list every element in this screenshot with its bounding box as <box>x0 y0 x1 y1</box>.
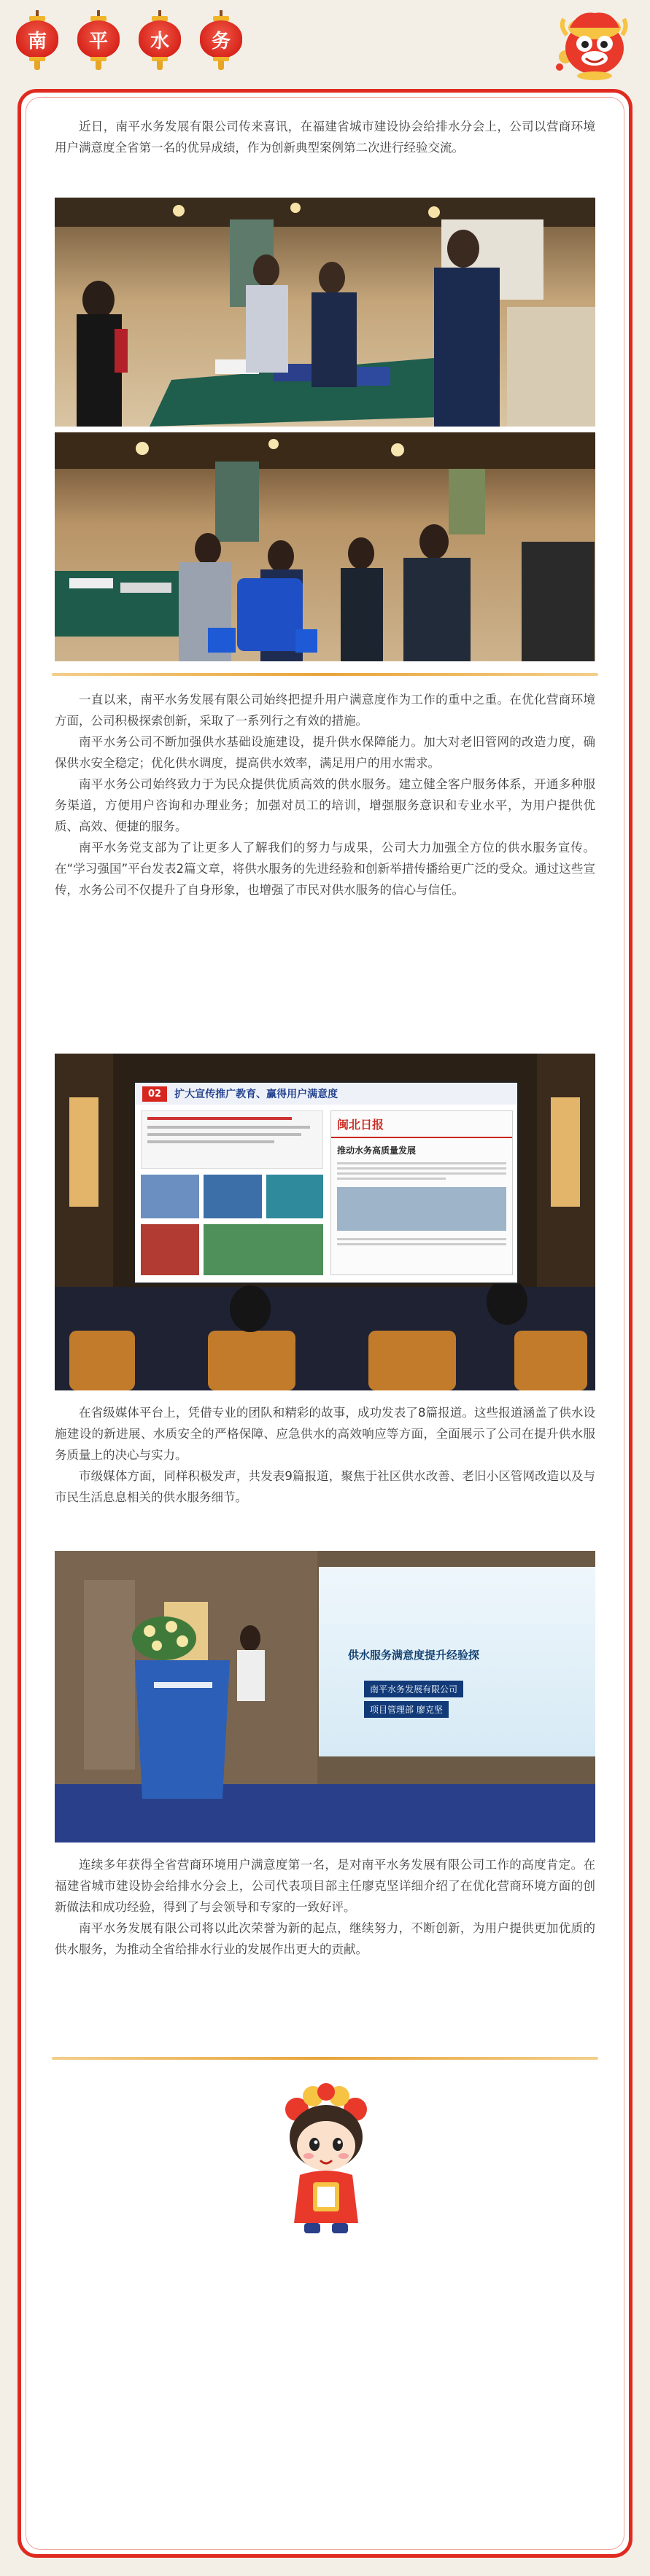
gold-divider <box>52 673 598 676</box>
header <box>0 0 650 87</box>
photo-podium-speech <box>55 1551 595 1842</box>
paragraph-provincial-media: 在省级媒体平台上，凭借专业的团队和精彩的故事，成功发表了8篇报道。这些报道涵盖了供水设施建设的新进展、水质安全的严格保障、应急供水的高效响应等方面，全面展示了公司在提升供水服务质量上的决心与实力。 <box>55 1406 595 1462</box>
photo-exhibition-booth <box>55 198 595 427</box>
paragraph-intro: 近日，南平水务发展有限公司传来喜讯，在福建省城市建设协会给排水分会上，公司以营商环境用户满意度全省第一名的优异成绩，作为创新典型案例第二次进行经验交流。 <box>55 120 595 155</box>
screen-company: 南平水务发展有限公司 <box>364 1681 463 1697</box>
paragraph-publicity: 南平水务党支部为了让更多人了解我们的努力与成果，公司大力加强全方位的供水服务宣传。在“学习强国”平台发表2篇文章，将供水服务的先进经验和创新举措传播给更广泛的受众。通过这些宣传，水务公司不仅提升了自身形象，也增强了市民对供水服务的信心与信任。 <box>55 841 595 897</box>
slide-photo-1 <box>141 1175 199 1218</box>
slide-photo-5 <box>204 1224 323 1275</box>
service-block <box>21 689 629 900</box>
slide-number: 02 <box>142 1086 167 1102</box>
slide-photo-3 <box>266 1175 323 1218</box>
lantern-1 <box>16 16 58 70</box>
newspaper-masthead: 闽北日报 <box>331 1111 512 1138</box>
gold-divider-bottom <box>52 2057 598 2060</box>
newspaper-headline: 推动水务高质量发展 <box>337 1145 417 1156</box>
paragraph-outlook: 南平水务发展有限公司将以此次荣誉为新的起点，继续努力，不断创新，为用户提供更加优质的供水服务，为推动全省给排水行业的发展作出更大的贡献。 <box>55 1921 595 1956</box>
slide-text-panel <box>141 1110 323 1169</box>
slide-newspaper <box>330 1110 513 1275</box>
projector-screen <box>319 1567 595 1756</box>
presentation-slide <box>134 1081 519 1284</box>
lantern-char: 务 <box>200 20 242 58</box>
conclusion-block <box>21 1854 629 1960</box>
screen-title: 供水服务满意度提升经验探 <box>348 1649 480 1662</box>
paragraph-infrastructure: 南平水务公司不断加强供水基础设施建设，提升供水保障能力。加大对老旧管网的改造力度，确保供水安全稳定；优化供水调度，提高供水效率，满足用户的用水需求。 <box>55 735 595 770</box>
slide-title: 扩大宣传推广教育、赢得用户满意度 <box>174 1089 338 1100</box>
paragraph-customer-service: 南平水务公司始终致力于为民众提供优质高效的供水服务。建立健全客户服务体系，开通多种服务渠道，方便用户咨询和办理业务；加强对员工的培训，增强服务意识和专业水平，为用户提供优质、高效、便捷的服务。 <box>55 777 595 833</box>
lantern-char: 南 <box>16 20 58 58</box>
photo-presentation-hall <box>55 1054 595 1390</box>
intro-block <box>21 116 629 158</box>
lantern-row <box>16 16 242 70</box>
paragraph-honor: 连续多年获得全省营商环境用户满意度第一名，是对南平水务发展有限公司工作的高度肯定。在福建省城市建设协会给排水分会上，公司代表项目部主任廖克坚详细介绍了在优化营商环境方面的创新做法和成功经验，得到了与会领导和专家的一致好评。 <box>55 1858 595 1914</box>
screen-speaker: 项目管理部 廖克坚 <box>364 1701 449 1718</box>
slide-header <box>135 1083 517 1105</box>
lion-mascot-icon <box>549 6 630 82</box>
lantern-2 <box>77 16 120 70</box>
article-frame <box>18 89 632 2558</box>
lantern-char: 平 <box>77 20 120 58</box>
paragraph-commitment: 一直以来，南平水务发展有限公司始终把提升用户满意度作为工作的重中之重。在优化营商环境方面，公司积极探索创新，采取了一系列行之有效的措施。 <box>55 693 595 728</box>
slide-photo-2 <box>204 1175 262 1218</box>
lantern-4 <box>200 16 242 70</box>
lantern-3 <box>139 16 181 70</box>
slide-photo-4 <box>141 1224 199 1275</box>
photo-pipe-display <box>55 432 595 661</box>
cartoon-girl-mascot-icon <box>268 2080 384 2241</box>
media-block <box>21 1402 629 1508</box>
lantern-char: 水 <box>139 20 181 58</box>
paragraph-city-media: 市级媒体方面，同样积极发声，共发表9篇报道，聚焦于社区供水改善、老旧小区管网改造以及与市民生活息息相关的供水服务细节。 <box>55 1469 595 1504</box>
